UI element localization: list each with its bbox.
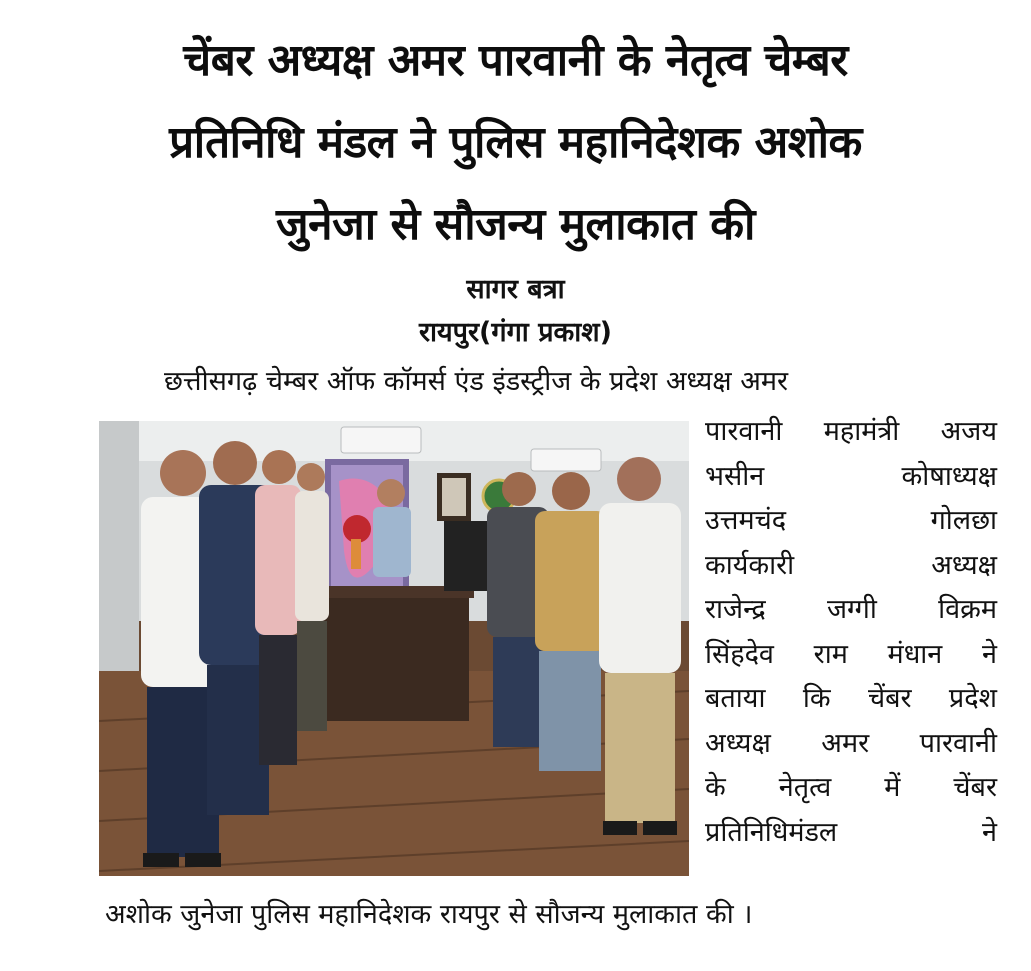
side-text-line: राजेन्द्र जग्गी विक्रम [705, 594, 997, 625]
headline-line: प्रतिनिधि मंडल ने पुलिस महानिदेशक अशोक [169, 117, 862, 168]
side-text-line: उत्तमचंद गोलछा [705, 505, 997, 536]
author-byline: सागर बत्रा [466, 274, 565, 305]
side-text-line: कार्यकारी अध्यक्ष [705, 549, 997, 581]
side-text-line: के नेतृत्व में चेंबर [705, 772, 997, 803]
side-column-text [705, 410, 997, 855]
side-text-line: अध्यक्ष अमर पारवानी [705, 727, 997, 759]
side-text-line: सिंहदेव राम मंधान ने [705, 638, 997, 670]
closing-line: अशोक जुनेजा पुलिस महानिदेशक रायपुर से सौजन्य मुलाकात की । [105, 899, 753, 930]
headline [20, 20, 1011, 266]
lead-paragraph: छत्तीसगढ़ चेम्बर ऑफ कॉमर्स एंड इंडस्ट्रीज के प्रदेश अध्यक्ष अमर [164, 366, 789, 397]
side-text-line: भसीन कोषाध्यक्ष [705, 460, 997, 492]
headline-line: जुनेजा से सौजन्य मुलाकात की [276, 199, 755, 250]
news-photo [99, 421, 689, 876]
side-text-line: प्रतिनिधिमंडल ने [705, 816, 997, 848]
side-text-line: बताया कि चेंबर प्रदेश [705, 683, 997, 714]
dateline-source: रायपुर(गंगा प्रकाश) [418, 317, 612, 348]
side-text-line: पारवानी महामंत्री अजय [705, 416, 997, 447]
headline-line: चेंबर अध्यक्ष अमर पारवानी के नेतृत्व चेम्बर [183, 35, 848, 86]
